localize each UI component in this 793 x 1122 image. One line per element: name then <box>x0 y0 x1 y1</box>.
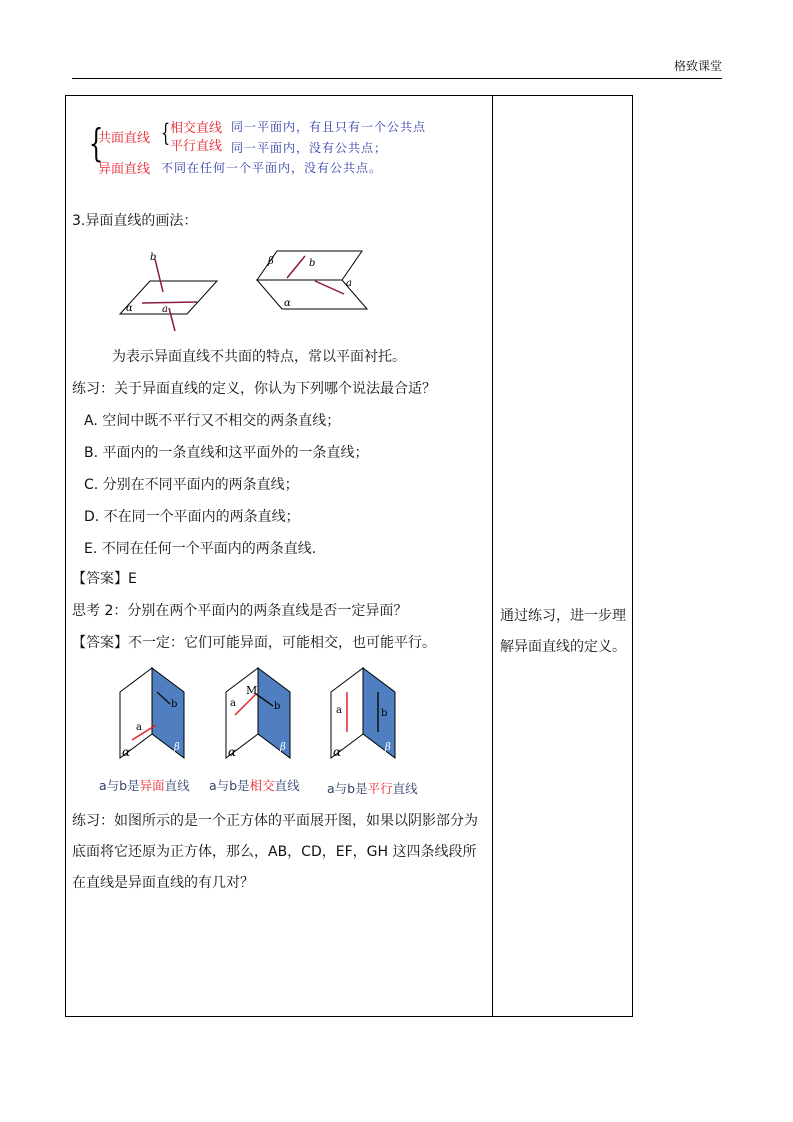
label-b-2: b <box>309 258 316 269</box>
line-b-1-lower <box>169 308 175 331</box>
think2-question: 思考 2：分别在两个平面内的两条直线是否一定异面？ <box>72 603 408 619</box>
label-alpha-2: α <box>284 298 291 309</box>
figure-parallel <box>331 668 395 759</box>
skew-desc: 不同在任何一个平面内，没有公共点。 <box>161 161 383 175</box>
label-a-intersect: a <box>230 698 236 709</box>
label-b-1: b <box>150 252 157 263</box>
exercise1-question: 练习：关于异面直线的定义，你认为下列哪个说法最合适？ <box>72 381 436 397</box>
label-beta-2: β <box>268 256 274 267</box>
label-beta-parallel: β <box>385 742 391 753</box>
figure-two-planes <box>257 251 367 309</box>
caption-intersecting: a与b是相交直线 <box>209 778 300 793</box>
line-a-1 <box>142 302 197 303</box>
think2-answer: 【答案】不一定：它们可能异面，可能相交，也可能平行。 <box>72 635 436 651</box>
exercise1-option-a: A. 空间中既不平行又不相交的两条直线； <box>84 413 341 429</box>
label-b-parallel: b <box>381 708 388 719</box>
brand-label: 格致课堂 <box>673 59 722 73</box>
label-a-parallel: a <box>336 705 342 716</box>
lesson-table <box>65 95 633 1017</box>
figure-intersecting <box>226 668 290 759</box>
label-alpha-1: α <box>126 303 133 314</box>
parallel-desc: 同一平面内，没有公共点； <box>231 141 388 155</box>
page-header <box>72 0 722 79</box>
inner-brace: { <box>161 119 171 147</box>
exercise1-option-b: B. 平面内的一条直线和这平面外的一条直线； <box>84 445 369 461</box>
caption-skew: a与b是异面直线 <box>99 778 190 793</box>
line-b-2 <box>287 256 305 278</box>
exercise1-option-c: C. 分别在不同平面内的两条直线； <box>84 477 299 493</box>
section3-note: 为表示异面直线不共面的特点，常以平面衬托。 <box>112 349 406 365</box>
figure-skew <box>120 668 184 759</box>
label-a-1: a <box>162 304 168 315</box>
exercise1-option-e: E. 不同在任何一个平面内的两条直线. <box>84 541 317 557</box>
label-b-intersect: b <box>274 701 281 712</box>
side-note: 通过练习，进一步理解异面直线的定义。 <box>500 608 626 655</box>
label-alpha-skew: α <box>122 745 131 759</box>
exercise1-option-d: D. 不在同一个平面内的两条直线； <box>84 509 300 525</box>
label-beta-skew: β <box>174 742 180 753</box>
label-alpha-intersect: α <box>228 745 237 759</box>
coplanar-label: 共面直线 <box>98 131 151 146</box>
skew-label: 异面直线 <box>98 162 151 177</box>
caption-parallel: a与b是平行直线 <box>327 781 418 796</box>
intersecting-desc: 同一平面内，有且只有一个公共点 <box>231 120 427 134</box>
label-a-2: a <box>346 278 352 289</box>
intersecting-label: 相交直线 <box>170 121 223 136</box>
exercise1-answer: 【答案】E <box>72 571 137 587</box>
label-alpha-parallel: α <box>333 745 342 759</box>
exercise2-text: 练习：如图所示的是一个正方体的平面展开图，如果以阴影部分为底面将它还原为正方体，那么，AB，CD，EF，GH 这四条线段所在直线是异面直线的有几对？ <box>72 813 478 891</box>
figure-single-plane <box>120 252 217 331</box>
parallel-label: 平行直线 <box>170 139 223 154</box>
section3-title: 3.异面直线的画法： <box>72 213 198 229</box>
label-m: M <box>246 684 258 697</box>
label-b-skew: b <box>171 699 178 710</box>
outer-brace: { <box>88 121 104 165</box>
line-b-1 <box>155 259 163 292</box>
column-divider <box>492 96 493 1016</box>
content-column <box>72 96 486 1016</box>
line-a-2 <box>315 281 344 294</box>
skew-drawing-figures <box>112 246 372 336</box>
label-a-skew: a <box>136 722 142 733</box>
line-relationship-figures <box>112 664 412 764</box>
label-beta-intersect: β <box>280 742 286 753</box>
